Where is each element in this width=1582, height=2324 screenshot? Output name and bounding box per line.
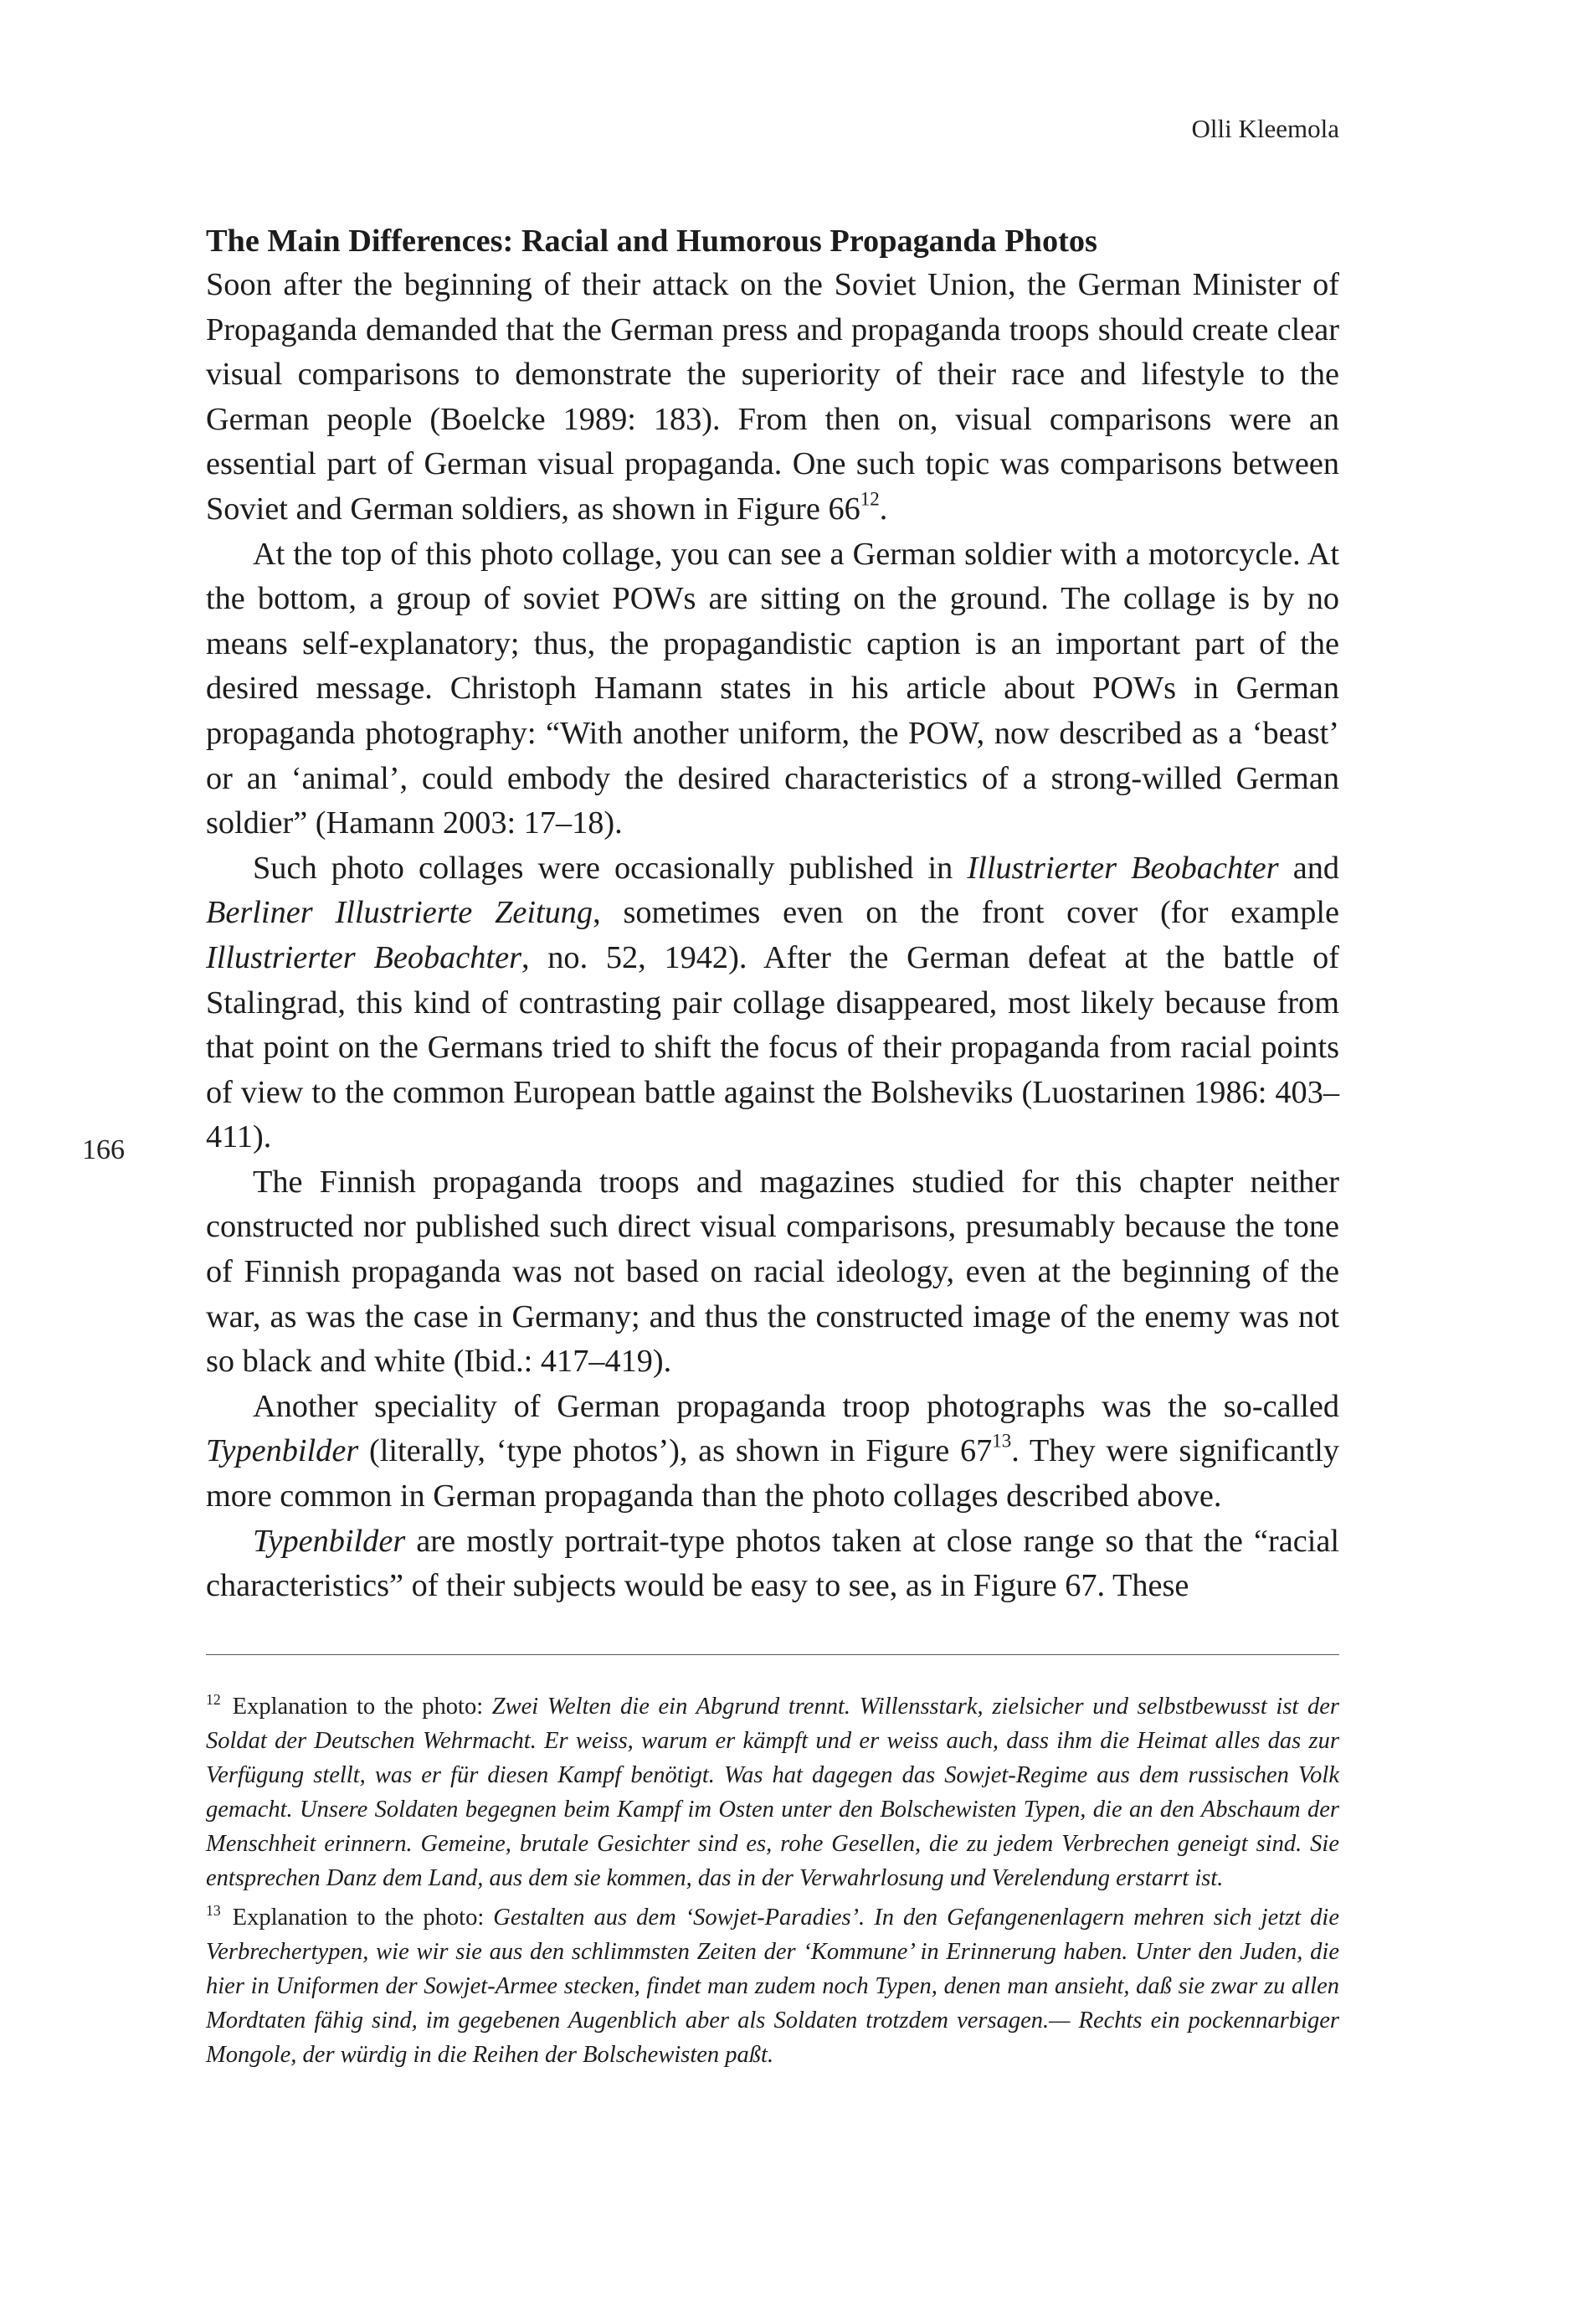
- footnote-13: [206, 1900, 1339, 2072]
- footnote-divider: [206, 1654, 1339, 1655]
- paragraph-2: At the top of this photo collage, you can see a German soldier with a motorcycle. At the bottom, a group of soviet POWs are sitting on the ground. The collage is by no means self-explanatory; thus, the propagandistic caption is an important part of the desired message. Christoph Hamann states in his article about POWs in German propaganda photography: “With another uniform, the POW, now described as a ‘beast’ or an ‘animal’, could embody the desired characteristics of a strong-willed German soldier” (Hamann 2003: 17–18).: [206, 536, 1339, 841]
- term-typenbilder-2: Typenbilder: [253, 1523, 406, 1559]
- paragraph-3-text-a: Such photo collages were occasionally published in: [253, 850, 968, 886]
- footnotes: [206, 1689, 1339, 2077]
- paragraph-4: The Finnish propaganda troops and magazines studied for this chapter neither constructed nor published such direct visual comparisons, presumably because the tone of Finnish propaganda was not based on racial ideology, even at the beginning of the war, as was the case in Germany; and thus the constructed image of the enemy was not so black and white (Ibid.: 417–419).: [206, 1164, 1339, 1380]
- title-illustrierter-beobachter-2: Illustrierter Beobachter: [206, 939, 521, 975]
- main-text: [206, 219, 1339, 1609]
- footnote-number: 13: [206, 1902, 221, 1920]
- paragraph-3-text-d: , no. 52, 1942). After the German defeat at the battle of Stalingrad, this kind of contrasting pair collage disappeared, most likely because from that point on the Germans tried to shift the focus of their propaganda from racial points of view to the common European battle against the Bolsheviks (Luostarinen 1986: 403–411).: [206, 939, 1339, 1155]
- footnote-text: Zwei Welten die ein Abgrund trennt. Willensstark, zielsicher und selbstbewusst ist der Soldat der Deutschen Wehrmacht. Er weiss, warum er kämpft und er weiss auch, dass ihm die Heimat alles das zur Verfügung stellt, was er für diesen Kampf benötigt. Was hat dagegen das Sowjet-Regime aus dem russischen Volk gemacht. Unsere Soldaten begegnen beim Kampf im Osten unter den Bolschewisten Typen, die an den Abschaum der Menschheit erinnern. Gemeine, brutale Gesichter sind es, rohe Gesellen, die zu jedem Verbrechen geneigt sind. Sie entsprechen Danz dem Land, aus dem sie kommen, das in der Verwahrlosung und Verelendung erstarrt ist.: [206, 1694, 1339, 1891]
- paragraph-5-text-a: Another speciality of German propaganda troop photographs was the so-called: [253, 1388, 1339, 1424]
- footnote-lead: Explanation to the photo:: [232, 1905, 494, 1931]
- paragraph-1: [206, 263, 1339, 532]
- paragraph-3-text-c: , sometimes even on the front cover (for example: [593, 895, 1339, 931]
- footnote-ref-13[interactable]: 13: [992, 1430, 1012, 1452]
- paragraph-5-text-b: (literally, ‘type photos’), as shown in Figure 67: [358, 1433, 993, 1469]
- footnote-12: [206, 1689, 1339, 1895]
- page-number: 166: [82, 1134, 125, 1165]
- paragraph-6: [206, 1519, 1339, 1609]
- paragraph-3: [206, 846, 1339, 1160]
- footnote-ref-12[interactable]: 12: [860, 488, 880, 510]
- paragraph-6-text: are mostly portrait-type photos taken at close range so that the “racial characteristics” of their subjects would be easy to see, as in Figure 67. These: [206, 1523, 1339, 1604]
- section-heading: The Main Differences: Racial and Humorous Propaganda Photos: [206, 224, 1097, 259]
- title-berliner-illustrierte-zeitung: Berliner Illustrierte Zeitung: [206, 895, 593, 931]
- footnote-lead: Explanation to the photo:: [232, 1694, 492, 1720]
- paragraph-5-text-c: . They were significantly more common in German propaganda than the photo collages described above.: [206, 1433, 1340, 1514]
- running-header-author: Olli Kleemola: [1191, 114, 1339, 143]
- term-typenbilder: Typenbilder: [206, 1433, 359, 1469]
- paragraph-1-text: Soon after the beginning of their attack on the Soviet Union, the German Minister of Propaganda demanded that the German press and propaganda troops should create clear visual comparisons to demonstrate the superiority of their race and lifestyle to the German people (Boelcke 1989: 183). From then on, visual comparisons were an essential part of German visual propaganda. One such topic was comparisons between Soviet and German soldiers, as shown in Figure 66: [206, 267, 1339, 527]
- paragraph-3-text-b: and: [1278, 850, 1340, 886]
- footnote-number: 12: [206, 1691, 221, 1709]
- paragraph-1-end: .: [879, 491, 888, 527]
- paragraph-5: [206, 1385, 1339, 1519]
- title-illustrierter-beobachter: Illustrierter Beobachter: [967, 850, 1279, 886]
- footnote-text: Gestalten aus dem ‘Sowjet-Paradies’. In den Gefangenenlagern mehren sich jetzt die Verbrechertypen, wie wir sie aus den schlimmsten Zeiten der ‘Kommune’ in Erinnerung haben. Unter den Juden, die hier in Uniformen der Sowjet-Armee stecken, findet man zudem noch Typen, denen man ansieht, daß sie zwar zu allen Mordtaten fähig sind, im gegebenen Augenblich aber als Soldaten trotzdem versagen.— Rechts ein pockennarbiger Mongole, der würdig in die Reihen der Bolschewisten paßt.: [206, 1905, 1339, 2068]
